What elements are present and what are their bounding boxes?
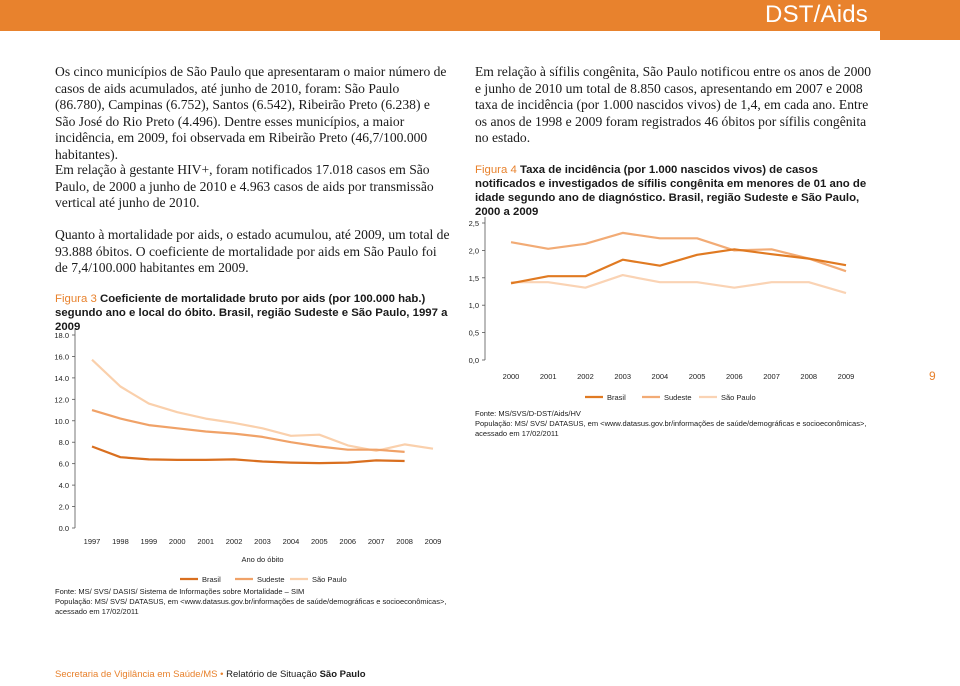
- fig4-x-tick-label: 2009: [837, 372, 855, 381]
- fig4-x-tick-label: 2005: [688, 372, 706, 381]
- fig3-y-tick-label: 4.0: [58, 481, 69, 491]
- fig3-x-tick-label: 2001: [197, 537, 215, 546]
- fig3-x-tick-label: 2004: [282, 537, 300, 546]
- left-paragraph-2: Em relação à gestante HIV+, foram notificados 17.018 casos em São Paulo, de 2000 a junho de 2010 e 4.963 casos de aids por transmissão vertical até junho de 2010.: [55, 162, 434, 210]
- fig4-series-s-o-paulo: [511, 275, 846, 293]
- figure-3-number: Figura 3: [55, 293, 97, 305]
- figure-4-source-2: População: MS/ SVS/ DATASUS, em <www.datasus.gov.br/informações de saúde/demográficas e socioeconômicas>, acessado em 17/02/2011: [475, 419, 867, 438]
- page-number: 9: [929, 369, 936, 383]
- fig4-x-tick-label: 2002: [577, 372, 594, 381]
- fig3-y-tick-label: 10.0: [54, 416, 69, 426]
- fig3-series-sudeste: [92, 410, 405, 452]
- figure-3-source-2: População: MS/ SVS/ DATASUS, em <www.datasus.gov.br/informações de saúde/demográficas e socioeconômicas>, acessado em 17/02/2011: [55, 597, 447, 616]
- fig3-y-tick-label: 6.0: [58, 459, 69, 469]
- fig4-x-tick-label: 2004: [651, 372, 669, 381]
- left-paragraph-1: Os cinco municípios de São Paulo que apresentaram o maior número de casos de aids acumulados, até junho de 2010, foram: São Paulo (86.780), Campinas (6.752), Santos (6.542), Ribeirão Preto (6.238) e São José do Rio Preto (4.496). Dentre esses municípios, a maior incidência, em 2009, foi observada em Ribeirão Preto (46,7/100.000 habitantes).: [55, 64, 447, 162]
- fig3-x-tick-label: 1997: [83, 537, 101, 546]
- footer-report: Relatório de Situação: [226, 669, 317, 680]
- fig4-legend-label: Brasil: [607, 393, 626, 402]
- fig4-y-tick-label: 2,5: [468, 219, 479, 228]
- footer-publisher: Secretaria de Vigilância em Saúde/MS: [55, 669, 218, 680]
- fig4-x-tick-label: 2003: [614, 372, 632, 381]
- fig4-x-tick-label: 2000: [502, 372, 520, 381]
- fig4-y-tick-label: 1,0: [468, 301, 479, 311]
- fig3-x-tick-label: 2007: [367, 537, 385, 546]
- figure-4-caption-text: Taxa de incidência (por 1.000 nascidos vivos) de casos notificados e investigados de sífilis congênita em menores de 01 ano de idade segundo ano de diagnóstico. Brasil, região Sudeste e São Paulo, 2000 a 2009: [475, 164, 867, 218]
- fig3-x-tick-label: 2002: [225, 537, 243, 546]
- fig4-x-tick-label: 2006: [725, 372, 743, 381]
- fig3-x-tick-label: 2000: [168, 537, 186, 546]
- right-paragraph-1: Em relação à sífilis congênita, São Paulo notificou entre os anos de 2000 e junho de 2010 um total de 8.850 casos, apresentando em 2007 e 2008 taxa de incidência (por 1.000 nascidos vivos) de 1,4, em cada ano. Entre os anos de 1998 e 2009 foram registrados 46 óbitos por sífilis congênita no estado.: [475, 64, 872, 145]
- header-banner: [0, 0, 960, 31]
- fig3-x-tick-label: 1998: [112, 537, 129, 546]
- fig4-y-tick-label: 0,5: [468, 328, 479, 338]
- fig3-x-tick-label: 2005: [310, 537, 328, 546]
- figure-4-chart: [440, 210, 880, 410]
- fig4-x-tick-label: 2008: [800, 372, 818, 381]
- fig3-x-tick-label: 2009: [424, 537, 442, 546]
- fig3-y-tick-label: 12.0: [54, 395, 69, 405]
- fig3-x-tick-label: 1999: [140, 537, 158, 546]
- fig3-y-tick-label: 0.0: [58, 524, 69, 533]
- footer-bullet: •: [220, 669, 224, 680]
- fig4-x-tick-label: 2007: [763, 372, 780, 381]
- fig3-legend-label: Brasil: [202, 575, 221, 582]
- fig3-y-tick-label: 16.0: [54, 352, 69, 362]
- left-paragraph-3: Quanto à mortalidade por aids, o estado acumulou, até 2009, um total de 93.888 óbitos. O coeficiente de mortalidade por aids em São Paulo foi de 7,4/100.000 habitantes em 2009.: [55, 227, 450, 275]
- fig3-y-tick-label: 14.0: [54, 373, 69, 383]
- fig3-x-tick-label: 2003: [254, 537, 271, 546]
- fig4-y-tick-label: 2,0: [468, 246, 479, 256]
- fig3-legend-label: Sudeste: [257, 575, 285, 582]
- fig3-x-axis-label: Ano do óbito: [241, 555, 284, 564]
- fig4-legend-label: Sudeste: [664, 393, 692, 402]
- figure-4-source: [475, 409, 875, 439]
- figure-3-source-1: Fonte: MS/ SVS/ DASIS/ Sistema de Informações sobre Mortalidade – SIM: [55, 587, 305, 596]
- fig3-y-tick-label: 18.0: [54, 331, 69, 340]
- fig4-legend-label: São Paulo: [721, 393, 756, 402]
- fig4-series-sudeste: [511, 233, 846, 271]
- fig4-x-tick-label: 2001: [539, 372, 557, 381]
- figure-4-source-1: Fonte: MS/SVS/D-DST/Aids/HV: [475, 409, 581, 418]
- header-title: DST/Aids: [765, 1, 868, 28]
- fig4-y-tick-label: 1,5: [468, 273, 479, 283]
- figure-3-source: [55, 587, 465, 617]
- fig3-y-tick-label: 8.0: [58, 438, 69, 448]
- footer-state: São Paulo: [319, 669, 366, 680]
- fig3-x-tick-label: 2008: [396, 537, 413, 546]
- fig4-y-tick-label: 0,0: [468, 356, 479, 365]
- figure-4-number: Figura 4: [475, 164, 517, 176]
- fig3-y-tick-label: 2.0: [58, 502, 69, 512]
- header-tab: [880, 31, 960, 40]
- footer: [55, 669, 366, 680]
- figure-3-chart: [30, 322, 470, 582]
- figure-3-caption-text: Coeficiente de mortalidade bruto por aids (por 100.000 hab.) segundo ano e local do óbito. Brasil, região Sudeste e São Paulo, 1997 a 2009: [55, 293, 448, 333]
- fig3-x-tick-label: 2006: [339, 537, 357, 546]
- fig3-legend-label: São Paulo: [312, 575, 347, 582]
